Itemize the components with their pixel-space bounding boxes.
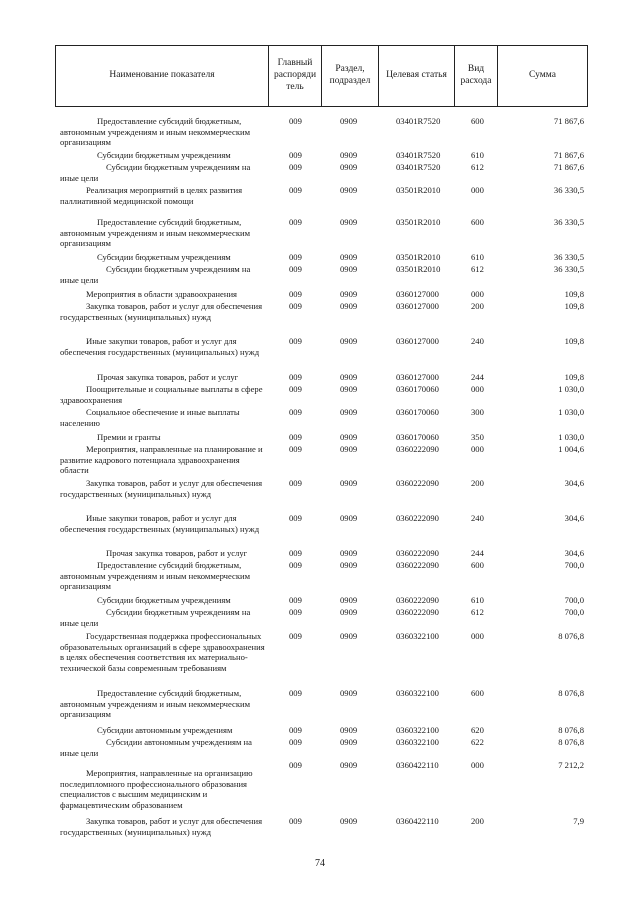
- row-celevaya: 0360170060: [396, 432, 439, 442]
- row-vid: 610: [471, 595, 484, 605]
- row-name: Закупка товаров, работ и услуг для обеспечения государственных (муниципальных) нужд: [60, 816, 263, 837]
- row-razdel: 0909: [340, 444, 358, 454]
- row-celevaya: 0360222090: [396, 444, 439, 454]
- row-name: Поощрительные и социальные выплаты в сфере здравоохранения: [60, 384, 263, 405]
- row-glavny: 009: [289, 432, 302, 442]
- row-vid: 610: [471, 252, 484, 262]
- row-name: Закупка товаров, работ и услуг для обеспечения государственных (муниципальных) нужд: [60, 301, 263, 322]
- row-summa: 700,0: [564, 607, 584, 617]
- header-summa: Сумма: [529, 70, 556, 81]
- row-glavny: 009: [289, 595, 302, 605]
- row-summa: 71 867,6: [553, 150, 584, 160]
- row-summa: 8 076,8: [558, 631, 584, 641]
- row-celevaya: 0360127000: [396, 301, 439, 311]
- row-razdel: 0909: [340, 252, 358, 262]
- row-celevaya: 03501R2010: [396, 185, 441, 195]
- header-name: Наименование показателя: [56, 46, 269, 106]
- row-summa: 36 330,5: [553, 264, 584, 274]
- row-razdel: 0909: [340, 760, 358, 770]
- row-name: Субсидии автономным учреждениям: [97, 725, 233, 735]
- row-name: Субсидии бюджетным учреждениям на иные цели: [60, 607, 251, 628]
- row-vid: 620: [471, 725, 484, 735]
- row-summa: 36 330,5: [553, 217, 584, 227]
- row-glavny: 009: [289, 116, 302, 126]
- row-vid: 600: [471, 560, 484, 570]
- row-name: Предоставление субсидий бюджетным, автономным учреждениям и иным некоммерческим организациям: [60, 560, 251, 592]
- row-name: Субсидии бюджетным учреждениям на иные цели: [60, 264, 251, 285]
- row-celevaya: 0360170060: [396, 407, 439, 417]
- header-celevaya: Целевая статья: [379, 46, 455, 106]
- row-razdel: 0909: [340, 725, 358, 735]
- row-vid: 600: [471, 116, 484, 126]
- row-razdel: 0909: [340, 407, 358, 417]
- row-vid: 350: [471, 432, 484, 442]
- row-celevaya: 0360222090: [396, 595, 439, 605]
- row-name: Предоставление субсидий бюджетным, автономным учреждениям и иным некоммерческим организациям: [60, 688, 251, 720]
- row-name: Субсидии бюджетным учреждениям: [97, 252, 231, 262]
- row-glavny: 009: [289, 631, 302, 641]
- row-vid: 240: [471, 336, 484, 346]
- row-vid: 000: [471, 444, 484, 454]
- row-name: Субсидии бюджетным учреждениям на иные цели: [60, 162, 251, 183]
- row-razdel: 0909: [340, 548, 358, 558]
- row-razdel: 0909: [340, 478, 358, 488]
- row-glavny: 009: [289, 760, 302, 770]
- row-vid: 600: [471, 688, 484, 698]
- row-celevaya: 0360322100: [396, 631, 439, 641]
- row-summa: 1 030,0: [558, 432, 584, 442]
- row-razdel: 0909: [340, 116, 358, 126]
- row-celevaya: 03501R2010: [396, 217, 441, 227]
- row-razdel: 0909: [340, 336, 358, 346]
- row-name: Социальное обеспечение и иные выплаты населению: [60, 407, 240, 428]
- row-vid: 244: [471, 548, 484, 558]
- row-summa: 109,8: [564, 336, 584, 346]
- header-razdel: Раздел, подраздел: [322, 46, 379, 106]
- row-vid: 000: [471, 185, 484, 195]
- row-glavny: 009: [289, 560, 302, 570]
- row-glavny: 009: [289, 478, 302, 488]
- row-glavny: 009: [289, 816, 302, 826]
- row-name: Предоставление субсидий бюджетным, автономным учреждениям и иным некоммерческим организациям: [60, 217, 251, 249]
- row-vid: 200: [471, 478, 484, 488]
- row-vid: 000: [471, 289, 484, 299]
- row-glavny: 009: [289, 384, 302, 394]
- row-vid: 200: [471, 816, 484, 826]
- row-summa: 109,8: [564, 372, 584, 382]
- row-glavny: 009: [289, 336, 302, 346]
- row-summa: 71 867,6: [553, 116, 584, 126]
- page-number: 74: [315, 858, 325, 869]
- row-celevaya: 0360222090: [396, 513, 439, 523]
- row-razdel: 0909: [340, 384, 358, 394]
- row-razdel: 0909: [340, 372, 358, 382]
- row-name: Прочая закупка товаров, работ и услуг: [97, 372, 239, 382]
- row-summa: 304,6: [564, 478, 584, 488]
- row-celevaya: 03401R7520: [396, 162, 441, 172]
- row-summa: 304,6: [564, 548, 584, 558]
- row-glavny: 009: [289, 548, 302, 558]
- row-celevaya: 0360127000: [396, 289, 439, 299]
- row-celevaya: 0360222090: [396, 478, 439, 488]
- row-summa: 700,0: [564, 560, 584, 570]
- row-celevaya: 0360222090: [396, 560, 439, 570]
- row-razdel: 0909: [340, 560, 358, 570]
- row-glavny: 009: [289, 217, 302, 227]
- row-razdel: 0909: [340, 607, 358, 617]
- row-glavny: 009: [289, 162, 302, 172]
- row-razdel: 0909: [340, 162, 358, 172]
- row-razdel: 0909: [340, 688, 358, 698]
- row-name: Иные закупки товаров, работ и услуг для обеспечения государственных (муниципальных) нужд: [60, 336, 260, 357]
- row-celevaya: 0360422110: [396, 760, 439, 770]
- row-razdel: 0909: [340, 264, 358, 274]
- row-summa: 71 867,6: [553, 162, 584, 172]
- row-summa: 36 330,5: [553, 185, 584, 195]
- row-razdel: 0909: [340, 185, 358, 195]
- row-summa: 8 076,8: [558, 725, 584, 735]
- header-glavny: Главный распоряди тель: [269, 46, 322, 106]
- row-name: Мероприятия, направленные на планирование и развитие кадрового потенциала здравоохранения области: [60, 444, 263, 476]
- row-vid: 622: [471, 737, 484, 747]
- row-vid: 612: [471, 264, 484, 274]
- row-celevaya: 03501R2010: [396, 264, 441, 274]
- row-summa: 8 076,8: [558, 688, 584, 698]
- row-vid: 244: [471, 372, 484, 382]
- row-celevaya: 0360322100: [396, 725, 439, 735]
- row-name: Реализация мероприятий в целях развития паллиативной медицинской помощи: [60, 185, 243, 206]
- row-name: Мероприятия, направленные на организацию последипломного профессионального образования специалистов с высшим медицинским и фармацевтическим образованием: [60, 768, 253, 810]
- row-razdel: 0909: [340, 595, 358, 605]
- row-summa: 1 030,0: [558, 384, 584, 394]
- row-glavny: 009: [289, 444, 302, 454]
- row-celevaya: 03501R2010: [396, 252, 441, 262]
- row-vid: 612: [471, 607, 484, 617]
- row-summa: 304,6: [564, 513, 584, 523]
- row-glavny: 009: [289, 737, 302, 747]
- row-celevaya: 0360170060: [396, 384, 439, 394]
- row-name: Мероприятия в области здравоохранения: [86, 289, 237, 299]
- row-name: Иные закупки товаров, работ и услуг для обеспечения государственных (муниципальных) нужд: [60, 513, 260, 534]
- header-vid: Вид расхода: [455, 46, 498, 106]
- row-name: Субсидии бюджетным учреждениям: [97, 595, 231, 605]
- row-glavny: 009: [289, 301, 302, 311]
- row-summa: 109,8: [564, 289, 584, 299]
- row-razdel: 0909: [340, 432, 358, 442]
- row-summa: 36 330,5: [553, 252, 584, 262]
- row-glavny: 009: [289, 372, 302, 382]
- row-name: Закупка товаров, работ и услуг для обеспечения государственных (муниципальных) нужд: [60, 478, 263, 499]
- row-celevaya: 0360127000: [396, 336, 439, 346]
- row-summa: 1 030,0: [558, 407, 584, 417]
- row-glavny: 009: [289, 607, 302, 617]
- row-vid: 240: [471, 513, 484, 523]
- row-summa: 109,8: [564, 301, 584, 311]
- row-glavny: 009: [289, 725, 302, 735]
- row-vid: 610: [471, 150, 484, 160]
- row-razdel: 0909: [340, 737, 358, 747]
- row-name: Премии и гранты: [97, 432, 161, 442]
- row-name: Прочая закупка товаров, работ и услуг: [106, 548, 248, 558]
- row-celevaya: 0360127000: [396, 372, 439, 382]
- row-name: Субсидии автономным учреждениям на иные цели: [60, 737, 252, 758]
- row-razdel: 0909: [340, 513, 358, 523]
- row-glavny: 009: [289, 688, 302, 698]
- row-vid: 000: [471, 631, 484, 641]
- row-razdel: 0909: [340, 217, 358, 227]
- row-razdel: 0909: [340, 150, 358, 160]
- row-vid: 612: [471, 162, 484, 172]
- row-celevaya: 0360422110: [396, 816, 439, 826]
- row-name: Субсидии бюджетным учреждениям: [97, 150, 231, 160]
- row-summa: 1 004,6: [558, 444, 584, 454]
- row-razdel: 0909: [340, 816, 358, 826]
- row-razdel: 0909: [340, 289, 358, 299]
- row-celevaya: 0360322100: [396, 688, 439, 698]
- row-glavny: 009: [289, 289, 302, 299]
- row-vid: 000: [471, 384, 484, 394]
- row-glavny: 009: [289, 185, 302, 195]
- row-summa: 7 212,2: [558, 760, 584, 770]
- row-summa: 700,0: [564, 595, 584, 605]
- row-name: Предоставление субсидий бюджетным, автономным учреждениям и иным некоммерческим организациям: [60, 116, 251, 148]
- row-glavny: 009: [289, 252, 302, 262]
- row-vid: 200: [471, 301, 484, 311]
- row-glavny: 009: [289, 407, 302, 417]
- table-header: [55, 45, 588, 107]
- row-name: Государственная поддержка профессиональных образовательных организаций в сфере здравоохранения в целях обеспечения соответствия их материально-технической базы современным требованиям: [60, 631, 265, 673]
- row-celevaya: 03401R7520: [396, 116, 441, 126]
- row-summa: 8 076,8: [558, 737, 584, 747]
- row-summa: 7,9: [573, 816, 584, 826]
- row-celevaya: 0360222090: [396, 548, 439, 558]
- row-celevaya: 0360322100: [396, 737, 439, 747]
- row-vid: 300: [471, 407, 484, 417]
- row-glavny: 009: [289, 264, 302, 274]
- row-razdel: 0909: [340, 301, 358, 311]
- row-celevaya: 0360222090: [396, 607, 439, 617]
- row-glavny: 009: [289, 150, 302, 160]
- row-vid: 600: [471, 217, 484, 227]
- row-glavny: 009: [289, 513, 302, 523]
- row-razdel: 0909: [340, 631, 358, 641]
- row-celevaya: 03401R7520: [396, 150, 441, 160]
- row-vid: 000: [471, 760, 484, 770]
